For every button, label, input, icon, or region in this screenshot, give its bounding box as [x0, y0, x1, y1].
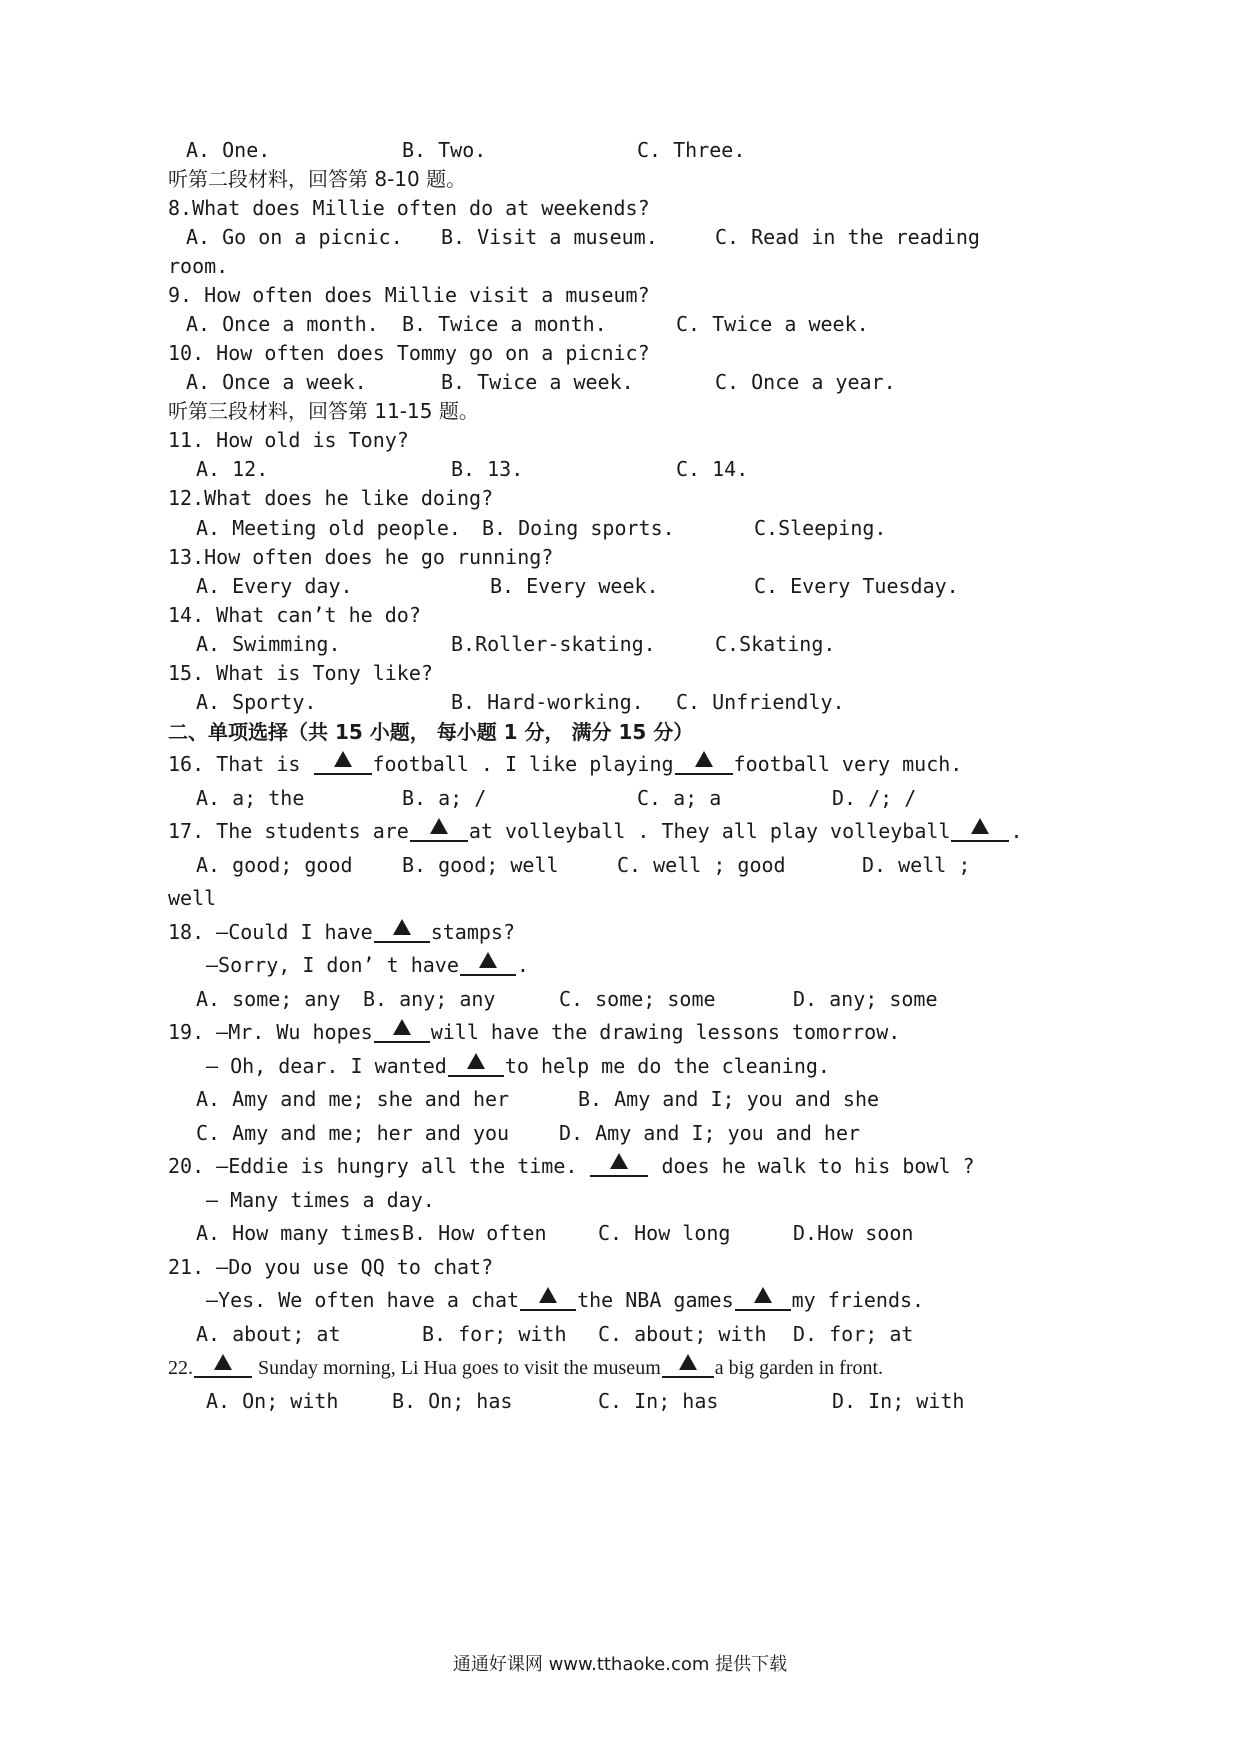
- q15-option-a: A. Sporty.: [196, 690, 317, 714]
- q18-response-1: —Sorry, I don’ t have: [206, 953, 459, 977]
- q19-stem: [0, 1015, 1240, 1049]
- q17-option-d: D. well ;: [862, 853, 971, 877]
- q19-response-text: [206, 1049, 830, 1083]
- q21-response-3: my friends.: [791, 1288, 925, 1312]
- q15-option-c: C. Unfriendly.: [676, 690, 845, 714]
- q22-text-2: Sunday morning, Li Hua goes to visit the museum: [258, 1357, 661, 1379]
- q19-text-2: will have the drawing lessons tomorrow.: [430, 1020, 901, 1044]
- q18-text-2: stamps?: [430, 920, 515, 944]
- page-footer: 通通好课网 www.tthaoke.com 提供下载: [452, 1654, 788, 1675]
- blank-marker: [675, 749, 733, 775]
- q7-option-b: B. Two.: [402, 138, 487, 162]
- q19-options-ab: [0, 1082, 1240, 1116]
- q18-option-c: C. some; some: [559, 987, 716, 1011]
- q20-option-a: A. How many times: [196, 1221, 401, 1245]
- q22-options: [0, 1384, 1240, 1418]
- q16-stem-text: [168, 747, 962, 781]
- q17-option-c: C. well ; good: [617, 853, 786, 877]
- q19-options-cd: [0, 1116, 1240, 1150]
- q16-text-2: football . I like playing: [372, 752, 674, 776]
- q21-response-2: the NBA games: [577, 1288, 734, 1312]
- section2-intro-text: 听第二段材料，回答第 8-10 题。: [168, 167, 467, 191]
- q19-option-b: B. Amy and I; you and she: [578, 1087, 880, 1111]
- q22-option-d: D. In; with: [832, 1389, 965, 1413]
- q19-stem-text: [168, 1015, 900, 1049]
- q18-options: [0, 982, 1240, 1016]
- q11-option-c: C. 14.: [676, 457, 749, 481]
- q12-option-a: A. Meeting old people.: [196, 516, 461, 540]
- q20-option-d: D.How soon: [793, 1221, 914, 1245]
- q15-stem-text: 15. What is Tony like?: [168, 661, 433, 685]
- blank-marker: [520, 1285, 576, 1311]
- q16-text-3: football very much.: [733, 752, 963, 776]
- q17-stem-text: [168, 814, 1023, 848]
- q10-option-c: C. Once a year.: [715, 370, 896, 394]
- q11-stem-text: 11. How old is Tony?: [168, 428, 409, 452]
- q16-options: [0, 781, 1240, 815]
- q8-option-b: B. Visit a museum.: [441, 225, 658, 249]
- q20-stem-text: [168, 1149, 975, 1183]
- q20-response-text: — Many times a day.: [206, 1188, 435, 1212]
- q11-option-b: B. 13.: [451, 457, 524, 481]
- q19-text-1: 19. —Mr. Wu hopes: [168, 1020, 373, 1044]
- q17-option-a: A. good; good: [196, 853, 353, 877]
- q10-option-b: B. Twice a week.: [441, 370, 634, 394]
- q8-option-c-cont-text: room.: [168, 254, 229, 278]
- q16-option-d: D. /; /: [832, 786, 917, 810]
- q7-option-c: C. Three.: [637, 138, 746, 162]
- q20-option-b: B. How often: [402, 1221, 547, 1245]
- q21-option-a: A. about; at: [196, 1322, 341, 1346]
- part2-heading-text: 二、单项选择（共 15 小题， 每小题 1 分， 满分 15 分）: [168, 720, 694, 744]
- q18-option-d: D. any; some: [793, 987, 938, 1011]
- q17-text-1: 17. The students are: [168, 819, 409, 843]
- blank-marker: [374, 1017, 430, 1043]
- q21-response: [0, 1283, 1240, 1317]
- q9-option-c: C. Twice a week.: [676, 312, 869, 336]
- blank-marker: [448, 1051, 504, 1077]
- part2-heading: [0, 715, 1240, 749]
- q18-stem: [0, 915, 1240, 949]
- q21-response-text: [206, 1283, 924, 1317]
- blank-marker: [410, 816, 468, 842]
- q14-stem-text: 14. What can’t he do?: [168, 603, 421, 627]
- q9-stem-text: 9. How often does Millie visit a museum?: [168, 283, 650, 307]
- q22-option-c: C. In; has: [598, 1389, 719, 1413]
- q21-stem: [0, 1250, 1240, 1284]
- q22-stem-text: [168, 1351, 883, 1385]
- q12-option-b: B. Doing sports.: [482, 516, 675, 540]
- q21-option-c: C. about; with: [598, 1322, 767, 1346]
- blank-marker: [662, 1352, 714, 1378]
- q15-options: [0, 685, 1240, 719]
- q9-option-b: B. Twice a month.: [402, 312, 607, 336]
- blank-marker: [314, 749, 372, 775]
- q16-option-c: C. a; a: [637, 786, 722, 810]
- q16-text-1: 16. That is: [168, 752, 313, 776]
- q17-option-d-continuation: [0, 881, 1240, 915]
- q16-option-a: A. a; the: [196, 786, 305, 810]
- q22-text-1: 22.: [168, 1357, 193, 1379]
- q17-text-3: .: [1010, 819, 1023, 843]
- q9-option-a: A. Once a month.: [186, 312, 379, 336]
- q16-stem: [0, 747, 1240, 781]
- q18-text-1: 18. —Could I have: [168, 920, 373, 944]
- q18-response: [0, 948, 1240, 982]
- q22-text-3: a big garden in front.: [714, 1357, 884, 1379]
- q17-text-2: at volleyball . They all play volleyball: [468, 819, 951, 843]
- blank-marker: [460, 950, 516, 976]
- q19-option-d: D. Amy and I; you and her: [559, 1121, 861, 1145]
- q14-option-a: A. Swimming.: [196, 632, 341, 656]
- q10-option-a: A. Once a week.: [186, 370, 367, 394]
- q14-option-c: C.Skating.: [715, 632, 836, 656]
- q13-option-b: B. Every week.: [490, 574, 659, 598]
- q18-option-a: A. some; any: [196, 987, 341, 1011]
- q21-option-b: B. for; with: [422, 1322, 567, 1346]
- q12-stem-text: 12.What does he like doing?: [168, 486, 494, 510]
- blank-marker: [735, 1285, 791, 1311]
- q19-response: [0, 1049, 1240, 1083]
- q13-stem-text: 13.How often does he go running?: [168, 545, 554, 569]
- q11-option-a: A. 12.: [196, 457, 269, 481]
- q21-response-1: —Yes. We often have a chat: [206, 1288, 520, 1312]
- q13-option-c: C. Every Tuesday.: [754, 574, 959, 598]
- q10-stem-text: 10. How often does Tommy go on a picnic?: [168, 341, 650, 365]
- q19-option-a: A. Amy and me; she and her: [196, 1087, 510, 1111]
- q18-option-b: B. any; any: [363, 987, 496, 1011]
- q19-response-2: to help me do the cleaning.: [504, 1054, 830, 1078]
- q22-option-a: A. On; with: [206, 1389, 339, 1413]
- q8-stem-text: 8.What does Millie often do at weekends?: [168, 196, 650, 220]
- q17-option-b: B. good; well: [402, 853, 559, 877]
- q18-response-text: [206, 948, 529, 982]
- q17-option-d-cont-text: well: [168, 886, 217, 910]
- q21-options: [0, 1317, 1240, 1351]
- q17-stem: [0, 814, 1240, 848]
- q21-stem-text: 21. —Do you use QQ to chat?: [168, 1255, 494, 1279]
- q20-text-2: does he walk to his bowl ?: [661, 1154, 975, 1178]
- q20-text-1: 20. —Eddie is hungry all the time.: [168, 1154, 578, 1178]
- q12-stem: [0, 481, 1240, 515]
- q18-stem-text: [168, 915, 515, 949]
- q14-option-b: B.Roller-skating.: [451, 632, 656, 656]
- q18-response-2: .: [516, 953, 529, 977]
- q21-option-d: D. for; at: [793, 1322, 914, 1346]
- q8-option-a: A. Go on a picnic.: [186, 225, 403, 249]
- blank-marker: [590, 1151, 648, 1177]
- q17-options: [0, 848, 1240, 882]
- q15-option-b: B. Hard-working.: [451, 690, 644, 714]
- q20-response: [0, 1183, 1240, 1217]
- blank-marker: [194, 1352, 252, 1378]
- q20-stem: [0, 1149, 1240, 1183]
- q20-option-c: C. How long: [598, 1221, 731, 1245]
- q13-option-a: A. Every day.: [196, 574, 353, 598]
- q19-option-c: C. Amy and me; her and you: [196, 1121, 510, 1145]
- q22-option-b: B. On; has: [392, 1389, 513, 1413]
- blank-marker: [374, 917, 430, 943]
- q22-stem: [0, 1351, 1240, 1385]
- q12-option-c: C.Sleeping.: [754, 516, 887, 540]
- q7-option-a: A. One.: [186, 138, 271, 162]
- q20-options: [0, 1216, 1240, 1250]
- q8-option-c: C. Read in the reading: [715, 225, 980, 249]
- section3-intro-text: 听第三段材料，回答第 11-15 题。: [168, 399, 479, 423]
- blank-marker: [951, 816, 1009, 842]
- q16-option-b: B. a; /: [402, 786, 487, 810]
- q19-response-1: — Oh, dear. I wanted: [206, 1054, 447, 1078]
